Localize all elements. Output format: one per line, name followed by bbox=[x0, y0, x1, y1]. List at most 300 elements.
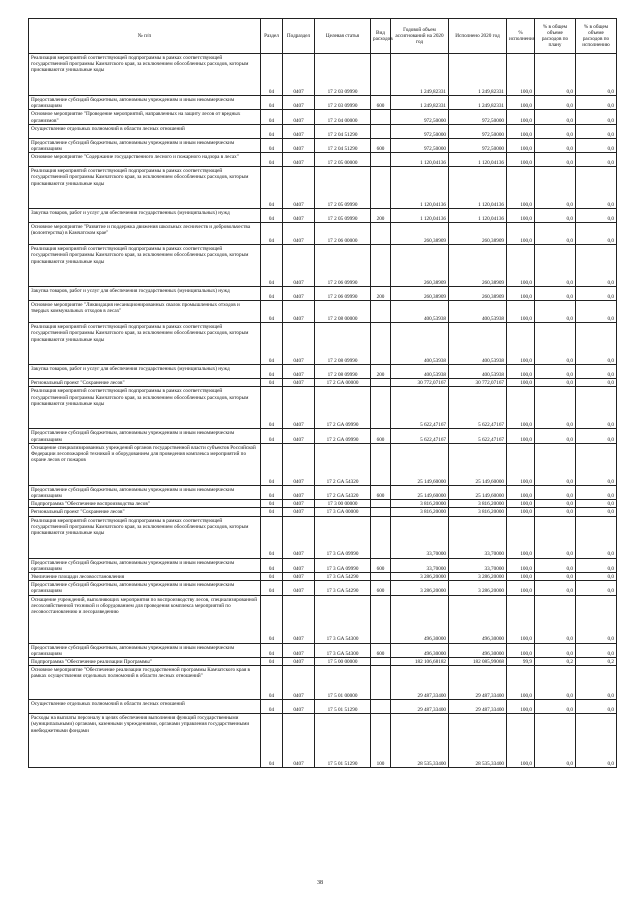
row-exptype bbox=[371, 167, 391, 209]
row-exptype bbox=[371, 700, 391, 714]
row-section: 04 bbox=[261, 124, 283, 138]
row-pct: 100,0 bbox=[507, 429, 535, 443]
row-share-exec: 0,0 bbox=[576, 387, 617, 429]
row-share-exec: 0,0 bbox=[576, 573, 617, 581]
row-section: 04 bbox=[261, 167, 283, 209]
row-subsection: 0407 bbox=[283, 54, 315, 96]
row-exptype bbox=[371, 223, 391, 245]
table-row bbox=[29, 110, 617, 124]
row-share-exec: 0,0 bbox=[576, 558, 617, 572]
row-share-exec: 0,0 bbox=[576, 301, 617, 323]
row-description: Реализация мероприятий соответствующей подпрограммы в рамках соответствующей государственной программы Камчатского края, за исключением обособленных расходов, которым присваиваются уникальные коды bbox=[29, 54, 261, 96]
row-plan: 400,53938 bbox=[391, 323, 449, 365]
row-section: 04 bbox=[261, 700, 283, 714]
row-share-plan: 0,0 bbox=[535, 153, 576, 167]
row-plan: 496,30000 bbox=[391, 643, 449, 657]
row-pct: 100,0 bbox=[507, 558, 535, 572]
row-section: 04 bbox=[261, 365, 283, 379]
row-plan: 29 487,33400 bbox=[391, 666, 449, 700]
row-subsection: 0407 bbox=[283, 516, 315, 558]
row-exptype bbox=[371, 595, 391, 643]
table-row bbox=[29, 138, 617, 152]
row-exec: 182 085,99068 bbox=[449, 658, 507, 666]
row-exptype bbox=[371, 387, 391, 429]
row-description: Осуществление отдельных полномочий в области лесных отношений bbox=[29, 700, 261, 714]
table-row bbox=[29, 301, 617, 323]
row-subsection: 0407 bbox=[283, 223, 315, 245]
row-pct: 100,0 bbox=[507, 666, 535, 700]
row-pct: 100,0 bbox=[507, 323, 535, 365]
row-target: 17 2 GA 09990 bbox=[315, 387, 371, 429]
table-row bbox=[29, 714, 617, 768]
row-exec: 29 487,33400 bbox=[449, 700, 507, 714]
row-target: 17 2 06 09990 bbox=[315, 245, 371, 287]
row-target: 17 2 04 51290 bbox=[315, 124, 371, 138]
row-share-exec: 0,0 bbox=[576, 443, 617, 485]
row-description: Закупка товаров, работ и услуг для обеспечения государственных (муниципальных) нужд bbox=[29, 209, 261, 223]
row-target: 17 2 05 09990 bbox=[315, 209, 371, 223]
row-pct: 100,0 bbox=[507, 96, 535, 110]
row-share-exec: 0,2 bbox=[576, 658, 617, 666]
row-exptype: 600 bbox=[371, 485, 391, 499]
row-exptype bbox=[371, 573, 391, 581]
header-no: № п/п bbox=[29, 19, 261, 54]
row-share-exec: 0,0 bbox=[576, 581, 617, 595]
row-description: Увеличение площади лесовосстановления bbox=[29, 573, 261, 581]
row-pct: 100,0 bbox=[507, 573, 535, 581]
row-description: Подпрограмма "Обеспечение воспроизводства лесов" bbox=[29, 500, 261, 508]
table-row bbox=[29, 508, 617, 516]
table-row bbox=[29, 643, 617, 657]
table-row bbox=[29, 223, 617, 245]
row-subsection: 0407 bbox=[283, 643, 315, 657]
row-share-exec: 0,0 bbox=[576, 595, 617, 643]
row-share-plan: 0,0 bbox=[535, 508, 576, 516]
header-share-exec: % в общем объеме расходов по исполнению bbox=[576, 19, 617, 54]
row-target: 17 5 01 51290 bbox=[315, 700, 371, 714]
row-subsection: 0407 bbox=[283, 379, 315, 387]
row-plan: 1 249,82331 bbox=[391, 96, 449, 110]
row-share-exec: 0,0 bbox=[576, 110, 617, 124]
row-description: Реализация мероприятий соответствующей подпрограммы в рамках соответствующей государственной программы Камчатского края, за исключением обособленных расходов, которым присваиваются уникальные коды bbox=[29, 245, 261, 287]
header-share-plan: % в общем объеме расходов по плану bbox=[535, 19, 576, 54]
row-share-plan: 0,0 bbox=[535, 558, 576, 572]
row-target: 17 2 GA 54320 bbox=[315, 485, 371, 499]
row-subsection: 0407 bbox=[283, 700, 315, 714]
table-row bbox=[29, 387, 617, 429]
row-section: 04 bbox=[261, 714, 283, 768]
row-target: 17 2 04 51290 bbox=[315, 138, 371, 152]
row-description: Закупка товаров, работ и услуг для обеспечения государственных (муниципальных) нужд bbox=[29, 287, 261, 301]
row-section: 04 bbox=[261, 595, 283, 643]
table-row bbox=[29, 96, 617, 110]
row-subsection: 0407 bbox=[283, 110, 315, 124]
row-section: 04 bbox=[261, 153, 283, 167]
row-description: Предоставление субсидий бюджетным, автономным учреждениям и иным некоммерческим организациям bbox=[29, 429, 261, 443]
row-section: 04 bbox=[261, 54, 283, 96]
row-exec: 400,53938 bbox=[449, 365, 507, 379]
row-plan: 28 535,33400 bbox=[391, 714, 449, 768]
row-plan: 260,38909 bbox=[391, 287, 449, 301]
table-row bbox=[29, 365, 617, 379]
row-pct: 100,0 bbox=[507, 379, 535, 387]
row-share-exec: 0,0 bbox=[576, 666, 617, 700]
row-subsection: 0407 bbox=[283, 658, 315, 666]
row-share-plan: 0,0 bbox=[535, 573, 576, 581]
row-section: 04 bbox=[261, 573, 283, 581]
row-description: Реализация мероприятий соответствующей подпрограммы в рамках соответствующей государственной программы Камчатского края, за исключением обособленных расходов, которым присваиваются уникальные коды bbox=[29, 323, 261, 365]
row-pct: 99,9 bbox=[507, 658, 535, 666]
row-plan: 260,38909 bbox=[391, 223, 449, 245]
row-exec: 33,70000 bbox=[449, 558, 507, 572]
row-subsection: 0407 bbox=[283, 287, 315, 301]
row-exptype bbox=[371, 54, 391, 96]
row-share-plan: 0,0 bbox=[535, 365, 576, 379]
row-section: 04 bbox=[261, 110, 283, 124]
row-subsection: 0407 bbox=[283, 365, 315, 379]
row-exec: 400,53938 bbox=[449, 323, 507, 365]
row-section: 04 bbox=[261, 500, 283, 508]
row-share-plan: 0,0 bbox=[535, 323, 576, 365]
row-plan: 972,50000 bbox=[391, 138, 449, 152]
row-exec: 1 120,04136 bbox=[449, 209, 507, 223]
row-target: 17 3 00 00000 bbox=[315, 500, 371, 508]
row-subsection: 0407 bbox=[283, 209, 315, 223]
row-share-exec: 0,0 bbox=[576, 500, 617, 508]
row-target: 17 5 00 00000 bbox=[315, 658, 371, 666]
row-description: Оснащение учреждений, выполняющих мероприятия по воспроизводству лесов, специализированной лесохозяйственной техникой и оборудованием для проведения комплекса мероприятий по лесовосстановлению и лесоразведению bbox=[29, 595, 261, 643]
table-row bbox=[29, 323, 617, 365]
row-share-plan: 0,0 bbox=[535, 387, 576, 429]
row-exec: 1 249,82331 bbox=[449, 96, 507, 110]
row-plan: 3 816,20000 bbox=[391, 508, 449, 516]
row-exptype bbox=[371, 500, 391, 508]
row-share-exec: 0,0 bbox=[576, 323, 617, 365]
row-exec: 260,38909 bbox=[449, 223, 507, 245]
row-subsection: 0407 bbox=[283, 508, 315, 516]
row-pct: 100,0 bbox=[507, 643, 535, 657]
row-section: 04 bbox=[261, 287, 283, 301]
row-exptype bbox=[371, 443, 391, 485]
row-share-plan: 0,0 bbox=[535, 96, 576, 110]
row-plan: 3 816,20000 bbox=[391, 500, 449, 508]
row-target: 17 2 GA 09990 bbox=[315, 429, 371, 443]
header-plan: Годовой объем ассигнований на 2020 год bbox=[391, 19, 449, 54]
row-share-exec: 0,0 bbox=[576, 287, 617, 301]
row-description: Предоставление субсидий бюджетным, автономным учреждениям и иным некоммерческим организациям bbox=[29, 96, 261, 110]
table-row bbox=[29, 443, 617, 485]
row-description: Реализация мероприятий соответствующей подпрограммы в рамках соответствующей государственной программы Камчатского края, за исключением обособленных расходов, которым присваиваются уникальные коды bbox=[29, 167, 261, 209]
row-target: 17 3 GA 54290 bbox=[315, 581, 371, 595]
row-pct: 100,0 bbox=[507, 153, 535, 167]
row-subsection: 0407 bbox=[283, 323, 315, 365]
row-description: Предоставление субсидий бюджетным, автономным учреждениям и иным некоммерческим организациям bbox=[29, 138, 261, 152]
row-section: 04 bbox=[261, 581, 283, 595]
row-share-plan: 0,0 bbox=[535, 516, 576, 558]
row-target: 17 2 08 09990 bbox=[315, 323, 371, 365]
table-row bbox=[29, 666, 617, 700]
row-share-plan: 0,0 bbox=[535, 124, 576, 138]
page-number: 38 bbox=[317, 880, 323, 886]
row-description: Осуществление отдельных полномочий в области лесных отношений bbox=[29, 124, 261, 138]
row-plan: 182 106,68182 bbox=[391, 658, 449, 666]
row-subsection: 0407 bbox=[283, 301, 315, 323]
budget-table-page bbox=[28, 18, 616, 768]
row-pct: 100,0 bbox=[507, 485, 535, 499]
row-share-plan: 0,0 bbox=[535, 379, 576, 387]
row-share-plan: 0,0 bbox=[535, 301, 576, 323]
row-share-plan: 0,0 bbox=[535, 209, 576, 223]
table-row bbox=[29, 153, 617, 167]
row-share-plan: 0,2 bbox=[535, 658, 576, 666]
table-row bbox=[29, 516, 617, 558]
row-target: 17 2 08 00000 bbox=[315, 301, 371, 323]
row-pct: 100,0 bbox=[507, 581, 535, 595]
row-pct: 100,0 bbox=[507, 54, 535, 96]
row-exptype: 600 bbox=[371, 138, 391, 152]
row-exec: 3 286,20000 bbox=[449, 573, 507, 581]
row-share-exec: 0,0 bbox=[576, 508, 617, 516]
row-share-plan: 0,0 bbox=[535, 287, 576, 301]
table-row bbox=[29, 700, 617, 714]
row-target: 17 3 GA 54300 bbox=[315, 643, 371, 657]
row-exptype bbox=[371, 110, 391, 124]
row-exptype bbox=[371, 245, 391, 287]
row-section: 04 bbox=[261, 96, 283, 110]
row-share-exec: 0,0 bbox=[576, 245, 617, 287]
row-target: 17 2 GA 54320 bbox=[315, 443, 371, 485]
row-exec: 3 816,20000 bbox=[449, 500, 507, 508]
row-pct: 100,0 bbox=[507, 245, 535, 287]
row-plan: 3 286,20000 bbox=[391, 581, 449, 595]
row-exptype bbox=[371, 153, 391, 167]
row-description: Основное мероприятие "Развитие и поддержка движения школьных лесничеств и добровольчества (волонтерства) в Камчатском крае" bbox=[29, 223, 261, 245]
row-exptype bbox=[371, 666, 391, 700]
row-section: 04 bbox=[261, 666, 283, 700]
row-subsection: 0407 bbox=[283, 485, 315, 499]
row-description: Расходы на выплаты персоналу в целях обеспечения выполнения функций государственными (муниципальными) органами, казенными учреждениями, органами управления государственными внебюджетными фондами bbox=[29, 714, 261, 768]
header-section: Раздел bbox=[261, 19, 283, 54]
row-description: Предоставление субсидий бюджетным, автономным учреждениям и иным некоммерческим организациям bbox=[29, 558, 261, 572]
row-pct: 100,0 bbox=[507, 167, 535, 209]
table-row bbox=[29, 167, 617, 209]
row-share-plan: 0,0 bbox=[535, 443, 576, 485]
row-share-exec: 0,0 bbox=[576, 124, 617, 138]
row-section: 04 bbox=[261, 209, 283, 223]
row-target: 17 3 GA 54290 bbox=[315, 573, 371, 581]
row-share-exec: 0,0 bbox=[576, 485, 617, 499]
row-subsection: 0407 bbox=[283, 153, 315, 167]
table-row bbox=[29, 209, 617, 223]
row-exec: 496,30000 bbox=[449, 595, 507, 643]
row-description: Предоставление субсидий бюджетным, автономным учреждениям и иным некоммерческим организациям bbox=[29, 581, 261, 595]
table-row bbox=[29, 581, 617, 595]
row-exptype: 600 bbox=[371, 581, 391, 595]
row-pct: 100,0 bbox=[507, 714, 535, 768]
row-share-plan: 0,0 bbox=[535, 54, 576, 96]
header-subsection: Подраздел bbox=[283, 19, 315, 54]
table-header-row bbox=[29, 19, 617, 54]
row-pct: 100,0 bbox=[507, 209, 535, 223]
row-exptype: 100 bbox=[371, 714, 391, 768]
row-target: 17 3 GA 00000 bbox=[315, 508, 371, 516]
row-subsection: 0407 bbox=[283, 595, 315, 643]
row-plan: 3 286,20000 bbox=[391, 573, 449, 581]
table-row bbox=[29, 124, 617, 138]
row-share-plan: 0,0 bbox=[535, 110, 576, 124]
table-row bbox=[29, 379, 617, 387]
row-pct: 100,0 bbox=[507, 124, 535, 138]
table-row bbox=[29, 595, 617, 643]
table-row bbox=[29, 54, 617, 96]
row-section: 04 bbox=[261, 245, 283, 287]
row-pct: 100,0 bbox=[507, 223, 535, 245]
row-exec: 5 622,47167 bbox=[449, 387, 507, 429]
row-share-plan: 0,0 bbox=[535, 485, 576, 499]
row-description: Основное мероприятие "Ликвидация несанкционированных свалок промышленных отходов и твердых коммунальных отходов в лесах" bbox=[29, 301, 261, 323]
row-exptype bbox=[371, 508, 391, 516]
row-plan: 260,38909 bbox=[391, 245, 449, 287]
row-exec: 496,30000 bbox=[449, 643, 507, 657]
row-exptype bbox=[371, 658, 391, 666]
row-description: Реализация мероприятий соответствующей подпрограммы в рамках соответствующей государственной программы Камчатского края, за исключением обособленных расходов, которым присваиваются уникальные коды bbox=[29, 516, 261, 558]
row-plan: 1 249,82331 bbox=[391, 54, 449, 96]
row-plan: 972,50000 bbox=[391, 110, 449, 124]
row-pct: 100,0 bbox=[507, 500, 535, 508]
row-section: 04 bbox=[261, 301, 283, 323]
row-plan: 972,50000 bbox=[391, 124, 449, 138]
row-description: Региональный проект "Сохранение лесов" bbox=[29, 508, 261, 516]
row-pct: 100,0 bbox=[507, 138, 535, 152]
row-subsection: 0407 bbox=[283, 581, 315, 595]
row-pct: 100,0 bbox=[507, 387, 535, 429]
row-exec: 29 487,33400 bbox=[449, 666, 507, 700]
row-subsection: 0407 bbox=[283, 245, 315, 287]
row-pct: 100,0 bbox=[507, 443, 535, 485]
table-row bbox=[29, 429, 617, 443]
row-exec: 400,53938 bbox=[449, 301, 507, 323]
row-target: 17 3 GA 54300 bbox=[315, 595, 371, 643]
row-plan: 30 772,07167 bbox=[391, 379, 449, 387]
row-share-exec: 0,0 bbox=[576, 379, 617, 387]
row-exptype: 200 bbox=[371, 365, 391, 379]
row-exec: 3 816,20000 bbox=[449, 508, 507, 516]
row-exec: 260,38909 bbox=[449, 287, 507, 301]
row-target: 17 2 03 09990 bbox=[315, 96, 371, 110]
header-exptype: Вид расходов bbox=[371, 19, 391, 54]
row-pct: 100,0 bbox=[507, 365, 535, 379]
row-share-plan: 0,0 bbox=[535, 138, 576, 152]
row-plan: 5 622,47167 bbox=[391, 429, 449, 443]
row-subsection: 0407 bbox=[283, 666, 315, 700]
header-exec: Исполнено 2020 год bbox=[449, 19, 507, 54]
row-share-exec: 0,0 bbox=[576, 209, 617, 223]
row-target: 17 2 05 09990 bbox=[315, 167, 371, 209]
row-subsection: 0407 bbox=[283, 500, 315, 508]
row-subsection: 0407 bbox=[283, 138, 315, 152]
row-description: Закупка товаров, работ и услуг для обеспечения государственных (муниципальных) нужд bbox=[29, 365, 261, 379]
table-row bbox=[29, 573, 617, 581]
row-description: Реализация мероприятий соответствующей подпрограммы в рамках соответствующей государственной программы Камчатского края, за исключением обособленных расходов, которым присваиваются уникальные коды bbox=[29, 387, 261, 429]
row-subsection: 0407 bbox=[283, 573, 315, 581]
row-pct: 100,0 bbox=[507, 301, 535, 323]
row-plan: 25 149,60000 bbox=[391, 485, 449, 499]
table-row bbox=[29, 245, 617, 287]
row-section: 04 bbox=[261, 138, 283, 152]
row-section: 04 bbox=[261, 658, 283, 666]
row-exec: 1 120,04136 bbox=[449, 167, 507, 209]
row-exec: 3 286,20000 bbox=[449, 581, 507, 595]
row-exec: 260,38909 bbox=[449, 245, 507, 287]
row-subsection: 0407 bbox=[283, 167, 315, 209]
row-pct: 100,0 bbox=[507, 700, 535, 714]
row-plan: 5 622,47167 bbox=[391, 387, 449, 429]
row-target: 17 2 05 00000 bbox=[315, 153, 371, 167]
row-share-plan: 0,0 bbox=[535, 429, 576, 443]
row-exptype bbox=[371, 124, 391, 138]
row-pct: 100,0 bbox=[507, 508, 535, 516]
row-share-plan: 0,0 bbox=[535, 700, 576, 714]
row-target: 17 2 06 09990 bbox=[315, 287, 371, 301]
row-share-exec: 0,0 bbox=[576, 223, 617, 245]
row-section: 04 bbox=[261, 643, 283, 657]
row-share-plan: 0,0 bbox=[535, 595, 576, 643]
row-pct: 100,0 bbox=[507, 516, 535, 558]
row-description: Основное мероприятие "Проведение мероприятий, направленных на защиту лесов от вредных организмов" bbox=[29, 110, 261, 124]
row-target: 17 3 GA 09990 bbox=[315, 558, 371, 572]
table-row bbox=[29, 485, 617, 499]
row-exptype: 200 bbox=[371, 209, 391, 223]
row-exptype: 600 bbox=[371, 429, 391, 443]
row-exec: 33,70000 bbox=[449, 516, 507, 558]
row-share-exec: 0,0 bbox=[576, 54, 617, 96]
row-plan: 33,70000 bbox=[391, 558, 449, 572]
row-share-exec: 0,0 bbox=[576, 429, 617, 443]
row-section: 04 bbox=[261, 516, 283, 558]
row-section: 04 bbox=[261, 223, 283, 245]
row-exec: 25 149,60000 bbox=[449, 485, 507, 499]
row-subsection: 0407 bbox=[283, 96, 315, 110]
row-section: 04 bbox=[261, 443, 283, 485]
row-section: 04 bbox=[261, 485, 283, 499]
row-section: 04 bbox=[261, 379, 283, 387]
row-share-plan: 0,0 bbox=[535, 167, 576, 209]
row-target: 17 2 04 00000 bbox=[315, 110, 371, 124]
row-target: 17 2 06 00000 bbox=[315, 223, 371, 245]
row-target: 17 2 03 09990 bbox=[315, 54, 371, 96]
row-plan: 29 487,33400 bbox=[391, 700, 449, 714]
row-exec: 1 120,04136 bbox=[449, 153, 507, 167]
row-exec: 1 249,82331 bbox=[449, 54, 507, 96]
row-exec: 5 622,47167 bbox=[449, 429, 507, 443]
header-target: Целевая статья bbox=[315, 19, 371, 54]
row-share-plan: 0,0 bbox=[535, 500, 576, 508]
row-subsection: 0407 bbox=[283, 429, 315, 443]
row-pct: 100,0 bbox=[507, 595, 535, 643]
row-share-plan: 0,0 bbox=[535, 714, 576, 768]
row-share-plan: 0,0 bbox=[535, 245, 576, 287]
table-row bbox=[29, 558, 617, 572]
row-plan: 1 120,04136 bbox=[391, 167, 449, 209]
row-exec: 25 149,60000 bbox=[449, 443, 507, 485]
row-plan: 400,53938 bbox=[391, 365, 449, 379]
row-plan: 25 149,60000 bbox=[391, 443, 449, 485]
row-plan: 33,70000 bbox=[391, 516, 449, 558]
row-description: Оснащение специализированных учреждений органов государственной власти субъектов Российской Федерации лесопожарной техникой и оборудованием для проведения комплекса мероприятий по охране лесов от пожаров bbox=[29, 443, 261, 485]
row-plan: 1 120,04136 bbox=[391, 209, 449, 223]
row-target: 17 5 01 00000 bbox=[315, 666, 371, 700]
row-exptype bbox=[371, 516, 391, 558]
